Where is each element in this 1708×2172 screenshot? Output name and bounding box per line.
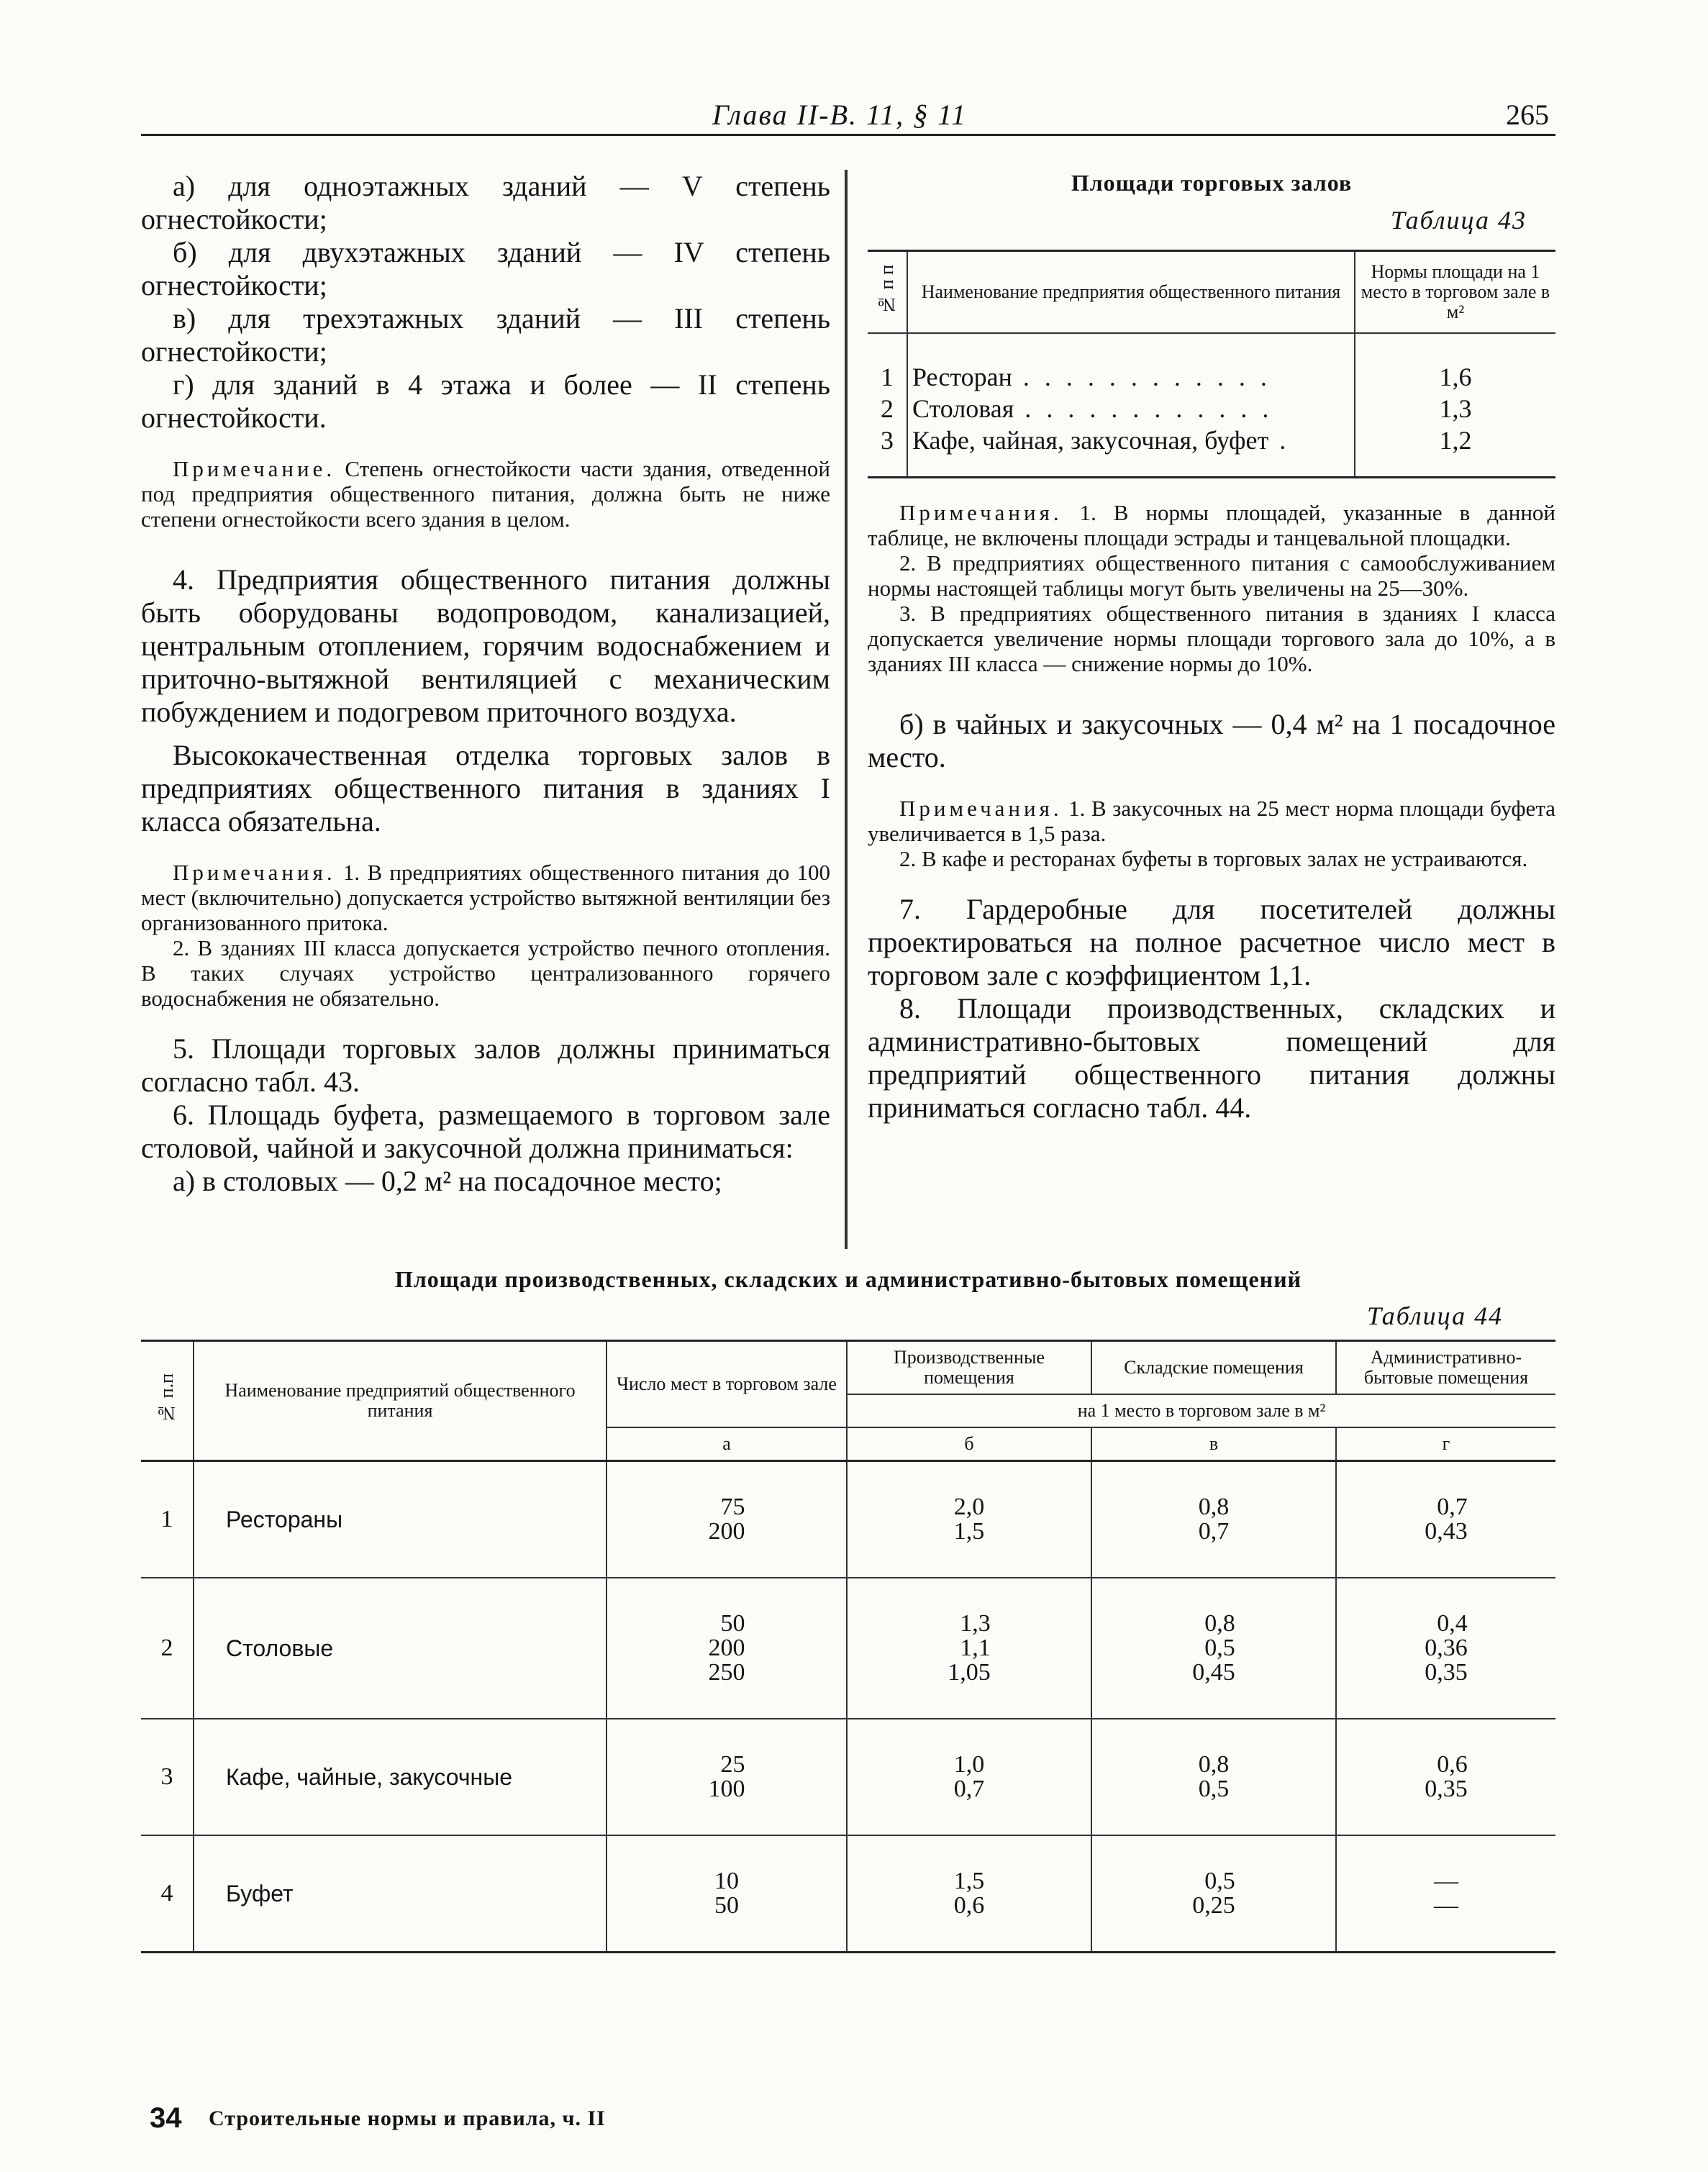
notes-label: Примечания.: [173, 860, 336, 885]
list-item-b: б) для двухэтажных зданий — IV степень огнестойкости;: [141, 236, 830, 301]
table-43-header-no: № п п: [868, 251, 907, 334]
table-44: [141, 1340, 1555, 1953]
table-row: [141, 1719, 1555, 1835]
notes-label: Примечания.: [899, 796, 1063, 821]
admin-cell: 0,7 0,43: [1336, 1461, 1555, 1578]
list-item-a: а) для одноэтажных зданий — V степень огнестойкости;: [141, 170, 830, 235]
table-row: [141, 1461, 1555, 1578]
seats-cell: 10 50: [607, 1835, 847, 1953]
admin-cell: 0,4 0,36 0,35: [1336, 1578, 1555, 1719]
table-row: [141, 1578, 1555, 1719]
notes-item-2: 2. В кафе и ресторанах буфеты в торговых залах не устраиваются.: [899, 846, 1528, 871]
storage-cell: 0,8 0,7: [1091, 1461, 1336, 1578]
production-cell: 1,0 0,7: [847, 1719, 1091, 1835]
table-44-label: Таблица 44: [1367, 1301, 1504, 1330]
row-number: 4: [141, 1835, 194, 1953]
paragraph-4: 4. Предприятия общественного питания должны быть оборудованы водопроводом, канализацией, центральным отоплением, горячим водоснабжением и приточно-вытяжной вентиляцией с механическим побуждением и подогревом приточного воздуха.: [141, 563, 830, 728]
table-44-col-v: в: [1091, 1427, 1336, 1461]
table-43-header-norm: Нормы площади на 1 место в торговом зале в м²: [1355, 251, 1555, 334]
admin-cell: — —: [1336, 1835, 1555, 1953]
list-item-v: в) для трехэтажных зданий — III степень огнестойкости;: [141, 302, 830, 368]
table-43-label: Таблица 43: [1390, 206, 1527, 235]
notes-label: Примечания.: [899, 500, 1063, 525]
notes-buffet: [868, 796, 1555, 846]
enterprise-name: Рестораны: [194, 1461, 607, 1578]
table-44-header-admin: Административно-бытовые помещения: [1336, 1341, 1555, 1395]
production-cell: 1,5 0,6: [847, 1835, 1091, 1953]
page-number: 265: [1506, 99, 1549, 131]
row-number: 3: [141, 1719, 194, 1835]
notes-item-2: 2. В зданиях III класса допускается устройство печного отопления. В таких случаях устройство централизованного горячего водоснабжения не обязательно.: [141, 935, 830, 1011]
note-label: Примечание.: [173, 456, 336, 481]
table-44-header-production: Производственные помещения: [847, 1341, 1091, 1395]
note-fire-resistance: [141, 456, 830, 532]
row-number: 1: [141, 1461, 194, 1578]
paragraph-6: 6. Площадь буфета, размещаемого в торговом зале столовой, чайной и закусочной должна приниматься:: [141, 1099, 830, 1164]
enterprise-name: Буфет: [194, 1835, 607, 1953]
production-cell: 2,0 1,5: [847, 1461, 1091, 1578]
notes-item-3: 3. В предприятиях общественного питания в зданиях I класса допускается увеличение нормы площади торгового зала до 10%, а в зданиях III класса — снижение нормы до 10%.: [868, 601, 1555, 676]
note-text: Степень огнестойкости части здания, отведенной под предприятия общественного питания, должна быть не ниже степени огнестойкости всего здания в целом.: [141, 456, 831, 532]
table-44-col-b: б: [847, 1427, 1091, 1461]
area-norm: 1,2: [1439, 426, 1472, 455]
notes-item-1: 1. В нормы площадей, указанные в данной таблице, не включены площади эстрады и танцевальной площадки.: [868, 500, 1555, 550]
table-43-notes: [868, 500, 1555, 550]
table-44-header-no: № п.п: [141, 1341, 194, 1461]
admin-cell: 0,6 0,35: [1336, 1719, 1555, 1835]
paragraph-8: 8. Площади производственных, складских и административно-бытовых помещений для предприятий общественного питания должны приниматься согласно табл. 44.: [868, 992, 1555, 1124]
seats-cell: 50 200 250: [607, 1578, 847, 1719]
signature-number: 34: [150, 2102, 182, 2134]
header-rule: [141, 134, 1555, 136]
left-column: [141, 170, 830, 1198]
storage-cell: 0,8 0,5 0,45: [1091, 1578, 1336, 1719]
notes-item-2: 2. В предприятиях общественного питания с самообслуживанием нормы настоящей таблицы могут быть увеличены на 25—30%.: [868, 550, 1555, 601]
table-row: [868, 393, 1555, 424]
area-norm: 1,6: [1439, 363, 1472, 391]
paragraph-6b: б) в чайных и закусочных — 0,4 м² на 1 посадочное место.: [868, 708, 1555, 773]
right-column: [868, 170, 1555, 1124]
production-cell: 1,3 1,1 1,05: [847, 1578, 1091, 1719]
row-number: 2: [868, 393, 907, 424]
enterprise-name: Кафе, чайная, закусочная, буфет .: [907, 424, 1355, 478]
table-43-title: Площади торговых залов: [1071, 170, 1353, 196]
seats-cell: 75 200: [607, 1461, 847, 1578]
row-number: 3: [868, 424, 907, 478]
table-44-header-name: Наименование предприятий общественного питания: [194, 1341, 607, 1461]
table-43: [868, 250, 1555, 478]
column-divider: [845, 170, 848, 1249]
storage-cell: 0,5 0,25: [1091, 1835, 1336, 1953]
paragraph-6a: а) в столовых — 0,2 м² на посадочное место;: [173, 1165, 722, 1197]
table-44-header-seats: Число мест в торговом зале: [607, 1341, 847, 1428]
enterprise-name: Кафе, чайные, закусочные: [194, 1719, 607, 1835]
enterprise-name: Ресторан . . . . . . . . . . . .: [907, 333, 1355, 393]
storage-cell: 0,8 0,5: [1091, 1719, 1336, 1835]
table-row: [141, 1835, 1555, 1953]
table-44-title: Площади производственных, складских и административно-бытовых помещений: [394, 1266, 1302, 1292]
running-header: Глава II-В. 11, § 11: [712, 99, 968, 131]
notes-item-1: 1. В закусочных на 25 мест норма площади буфета увеличивается в 1,5 раза.: [868, 796, 1556, 846]
table-row: [868, 333, 1555, 393]
table-44-col-a: а: [607, 1427, 847, 1461]
table-44-header-per-seat: на 1 место в торговом зале в м²: [847, 1394, 1555, 1427]
enterprise-name: Столовая . . . . . . . . . . . .: [907, 393, 1355, 424]
paragraph-5: 5. Площади торговых залов должны приниматься согласно табл. 43.: [141, 1032, 830, 1098]
paragraph-4-finish: Высококачественная отделка торговых залов в предприятиях общественного питания в зданиях I класса обязательна.: [141, 739, 830, 837]
table-44-header-storage: Складские помещения: [1091, 1341, 1336, 1395]
table-44-col-g: г: [1336, 1427, 1555, 1461]
notes-item-1: 1. В предприятиях общественного питания до 100 мест (включительно) допускается устройство вытяжной вентиляции без организованного притока.: [141, 860, 831, 935]
paragraph-7: 7. Гардеробные для посетителей должны проектироваться на полное расчетное число мест в торговом зале с коэффициентом 1,1.: [868, 893, 1555, 991]
enterprise-name: Столовые: [194, 1578, 607, 1719]
footer-text: Строительные нормы и правила, ч. II: [209, 2107, 606, 2130]
row-number: 1: [868, 333, 907, 393]
list-item-g: г) для зданий в 4 этажа и более — II степень огнестойкости.: [141, 368, 830, 434]
seats-cell: 25 100: [607, 1719, 847, 1835]
area-norm: 1,3: [1439, 394, 1472, 423]
table-43-header-name: Наименование предприятия общественного питания: [907, 251, 1355, 334]
row-number: 2: [141, 1578, 194, 1719]
table-row: [868, 424, 1555, 478]
notes-ventilation: [141, 860, 830, 935]
